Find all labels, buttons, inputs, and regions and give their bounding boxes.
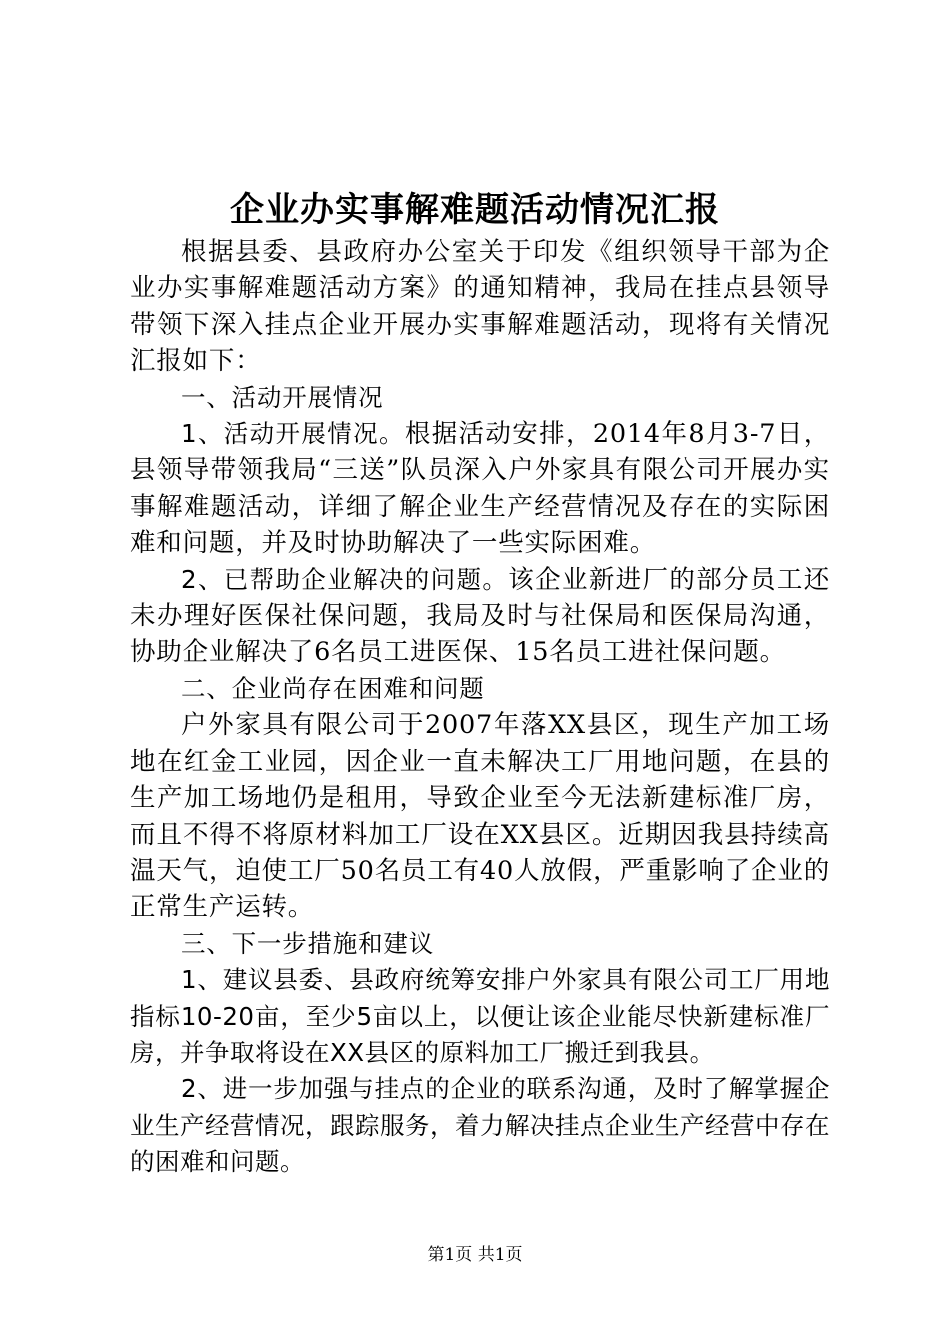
document-title: 企业办实事解难题活动情况汇报: [230, 190, 720, 230]
suggestion-2-paragraph: 2、进一步加强与挂点的企业的联系沟通，及时了解掌握企业生产经营情况，跟踪服务，着力解决挂点企业生产经营中存在的困难和问题。: [130, 1074, 830, 1177]
item-1-text: 根据活动安排，2014年8月3-7日，县领导带领我局“三送”队员深入户外家具有限公司开展办实事解难题活动，详细了解企业生产经营情况及存在的实际困难和问题，并及时协助解决了一些实际困难。: [130, 419, 830, 559]
section-2-paragraph: 户外家具有限公司于2007年落XX县区，现生产加工场地在红金工业园，因企业一直未解决工厂用地问题，在县的生产加工场地仍是租用，导致企业至今无法新建标准厂房，而且不得不将原材料加工厂设在XX县区。近期因我县持续高温天气，迫使工厂50名员工有40人放假，严重影响了企业的正常生产运转。: [130, 710, 830, 923]
page-number-footer: 第1页 共1页: [427, 1245, 523, 1265]
suggestion-1-paragraph: 1、建议县委、县政府统筹安排户外家具有限公司工厂用地指标10-20亩，至少5亩以上，以便让该企业能尽快新建标准厂房，并争取将设在XX县区的原料加工厂搬迁到我县。: [130, 965, 830, 1067]
section-heading-1: 一、活动开展情况: [181, 382, 384, 412]
item-1-lead: 1、活动开展情况。: [181, 419, 405, 449]
item-1-paragraph: [130, 416, 830, 562]
item-2-lead: 2、已帮助企业解决的问题。: [181, 564, 509, 594]
document-body: [130, 234, 830, 1181]
item-2-paragraph: [130, 562, 830, 671]
section-heading-3: 三、下一步措施和建议: [181, 928, 434, 958]
intro-paragraph: 根据县委、县政府办公室关于印发《组织领导干部为企业办实事解难题活动方案》的通知精神，我局在挂点县领导带领下深入挂点企业开展办实事解难题活动，现将有关情况汇报如下：: [130, 237, 830, 377]
item-2-text: 该企业新进厂的部分员工还未办理好医保社保问题，我局及时与社保局和医保局沟通，协助企业解决了6名员工进医保、15名员工进社保问题。: [130, 564, 830, 668]
section-heading-2: 二、企业尚存在困难和问题: [181, 673, 485, 703]
